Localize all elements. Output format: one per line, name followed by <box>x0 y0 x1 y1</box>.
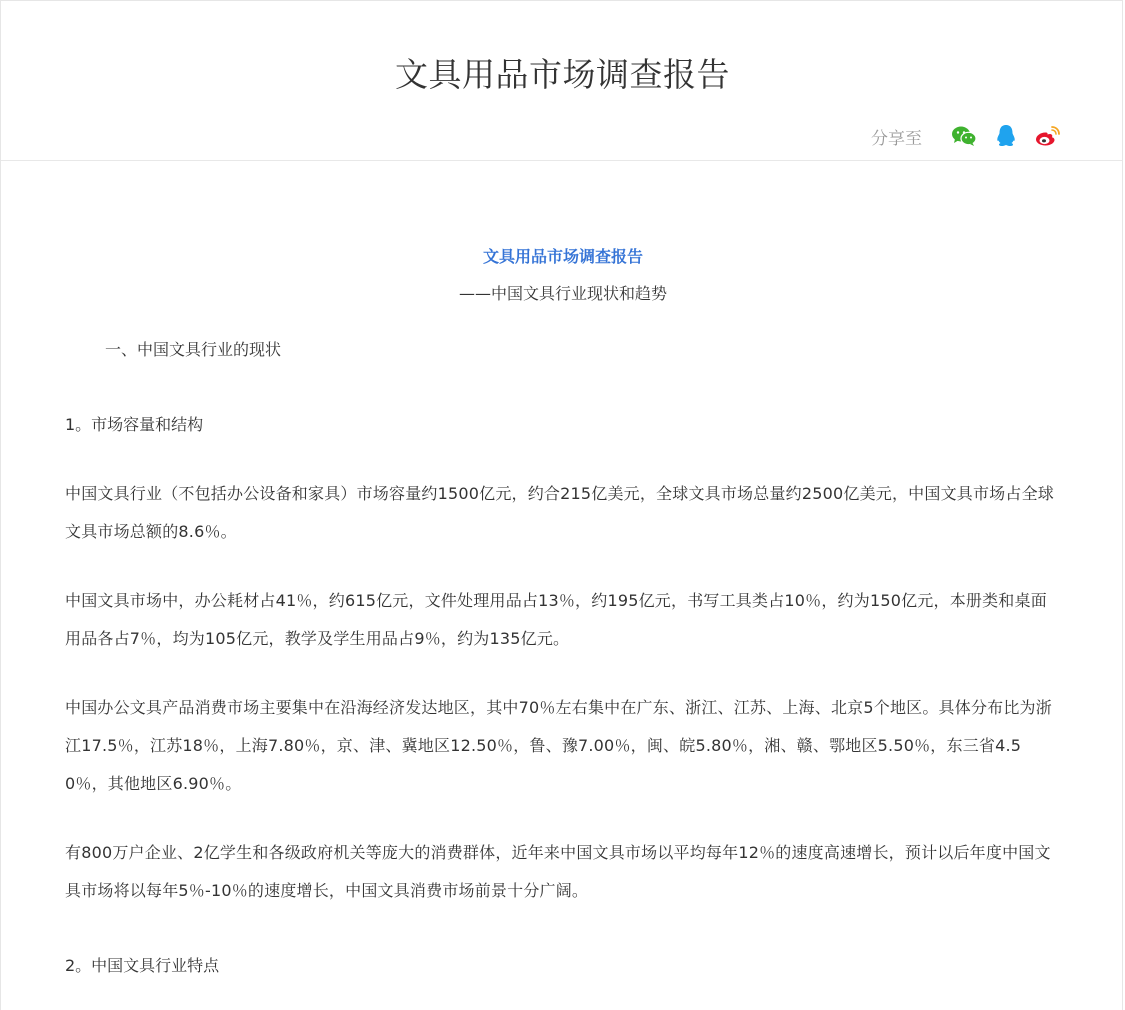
share-label: 分享至 <box>871 128 922 149</box>
sub-heading-industry-features: 2。中国文具行业特点 <box>65 956 220 975</box>
paragraph-growth-outlook: 有800万户企业、2亿学生和各级政府机关等庞大的消费群体，近年来中国文具市场以平均每年12％的速度高速增长，预计以后年度中国文具市场将以每年5％-10％的速度增长，中国文具消费市场前景十分广阔。 <box>65 843 1051 900</box>
article-subtitle: ——中国文具行业现状和趋势 <box>458 284 667 303</box>
page-header <box>1 1 1123 161</box>
paragraph-market-structure: 中国文具市场中，办公耗材占41％，约615亿元，文件处理用品占13％，约195亿元，书写工具类占10％，约为150亿元，本册类和桌面用品各占7％，均为105亿元，教学及学生用品占9％，约为135亿元。 <box>65 591 1047 648</box>
qq-icon[interactable] <box>992 122 1020 150</box>
share-bar <box>871 121 1062 151</box>
section-heading: 一、中国文具行业的现状 <box>105 340 282 359</box>
paragraph-market-size: 中国文具行业（不包括办公设备和家具）市场容量约1500亿元，约合215亿美元，全球文具市场总量约2500亿美元，中国文具市场占全球文具市场总额的8.6％。 <box>65 484 1054 541</box>
paragraph-regional-distribution: 中国办公文具产品消费市场主要集中在沿海经济发达地区，其中70％左右集中在广东、浙江、江苏、上海、北京5个地区。具体分布比为浙江17.5％，江苏18％，上海7.80％，京、津、冀地区12.50％，鲁、豫7.00％，闽、皖5.80％，湘、赣、鄂地区5.50％，东三省4.50％，其他地区6.90％。 <box>65 698 1052 793</box>
page-title: 文具用品市场调查报告 <box>395 55 730 94</box>
article-title: 文具用品市场调查报告 <box>482 247 643 266</box>
weibo-icon[interactable] <box>1034 122 1062 150</box>
sub-heading-market-size: 1。市场容量和结构 <box>65 415 204 434</box>
article-body <box>65 161 1061 978</box>
wechat-icon[interactable] <box>950 122 978 150</box>
